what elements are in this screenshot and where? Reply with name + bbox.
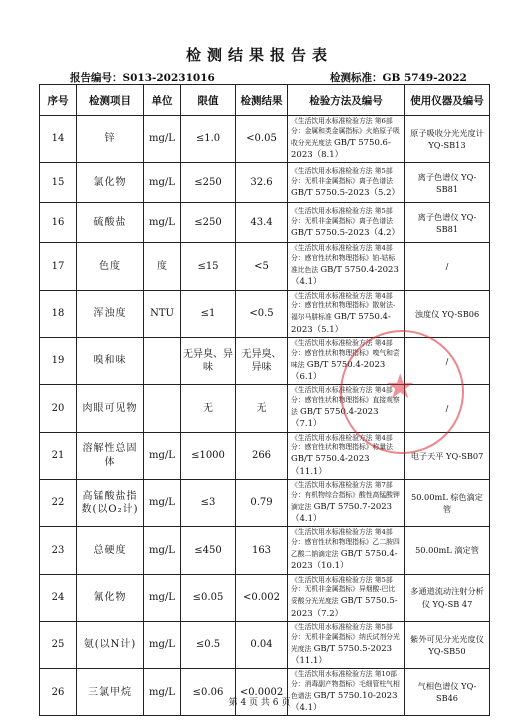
cell-instrument: 浊度仪 YQ-SB06 — [405, 290, 490, 337]
method-standard: GB/T 5750.7-2023（4.1） — [291, 501, 393, 524]
test-standard: 检测标准：GB 5749-2022 — [330, 72, 467, 84]
cell-no: 19 — [40, 337, 77, 384]
report-number: 报告编号：S013-20231016 — [70, 72, 215, 84]
cell-limit: ≤250 — [181, 163, 236, 203]
col-header-method: 检验方法及编号 — [288, 85, 405, 116]
cell-result: 0.79 — [236, 479, 288, 526]
cell-limit: ≤0.06 — [181, 669, 236, 716]
method-text: 《生活饮用水标准检验方法 第7部分：有机物综合指标》酸性高锰酸钾滴定法 — [291, 480, 400, 511]
cell-limit: ≤0.05 — [181, 574, 236, 621]
table-row — [40, 621, 490, 668]
cell-limit: 无 — [181, 385, 236, 432]
cell-instrument: 气相色谱仪 YQ-SB46 — [405, 669, 490, 716]
method-text: 《生活饮用水标准检验方法 第4部分：感官性状和物理指标》嗅气和尝味法 — [291, 338, 400, 369]
cell-instrument: 50.00mL 棕色滴定管 — [405, 479, 490, 526]
method-text: 《生活饮用水标准检验方法 第5部分：无机非金属指标》离子色谱法 — [291, 166, 393, 185]
table-row — [40, 432, 490, 479]
report-title: 检测结果报告表 — [185, 46, 333, 64]
method-standard: GB/T 5750.4-2023（6.1） — [291, 359, 386, 382]
cell-limit: 无异臭、异味 — [181, 337, 236, 384]
cell-method — [288, 479, 405, 526]
method-standard: GB/T 5750.4-2023（5.1） — [291, 312, 391, 335]
cell-instrument: 50.00mL 滴定管 — [405, 527, 490, 574]
cell-result: <0.05 — [236, 116, 288, 163]
cell-instrument: / — [405, 337, 490, 384]
cell-item: 高锰酸盐指数(以O₂计) — [77, 479, 144, 526]
method-standard: GB/T 5750.5-2023（7.2） — [291, 596, 398, 619]
cell-item: 嗅和味 — [77, 337, 144, 384]
cell-method — [288, 337, 405, 384]
cell-no: 15 — [40, 163, 77, 203]
cell-limit: ≤450 — [181, 527, 236, 574]
col-header-item: 检测项目 — [77, 85, 144, 116]
cell-limit: ≤1 — [181, 290, 236, 337]
cell-unit — [144, 385, 181, 432]
table-row — [40, 669, 490, 716]
cell-result: 无 — [236, 385, 288, 432]
cell-method — [288, 432, 405, 479]
method-standard: GB/T 5750.4-2023（10.1） — [291, 548, 398, 572]
page-number: 第 4 页 共 6 页 — [228, 698, 291, 708]
results-table — [39, 84, 490, 716]
cell-no: 14 — [40, 116, 77, 163]
method-text: 《生活饮用水标准检验方法 第4部分：感官性状和物理指标》称量法 — [291, 433, 393, 452]
cell-no: 26 — [40, 669, 77, 716]
cell-no: 24 — [40, 574, 77, 621]
cell-no: 25 — [40, 621, 77, 668]
method-text: 《生活饮用水标准检验方法 第4部分：感官性状和物理指标》直接观察法 — [291, 386, 400, 416]
cell-limit: ≤0.5 — [181, 621, 236, 668]
cell-item: 硫酸盐 — [77, 203, 144, 243]
method-standard: GB/T 5750.4-2023（11.1） — [291, 454, 370, 477]
cell-instrument: / — [405, 385, 490, 432]
cell-item: 浑浊度 — [77, 290, 144, 337]
cell-method — [288, 621, 405, 668]
col-header-no: 序号 — [40, 85, 77, 116]
cell-unit: mg/L — [144, 163, 181, 203]
method-text: 《生活饮用水标准检验方法 第4部分：感官性状和物理指标》散射法-福尔马肼标准 — [291, 291, 396, 322]
cell-item: 氰化物 — [77, 574, 144, 621]
cell-limit: ≤15 — [181, 243, 236, 290]
cell-method — [288, 574, 405, 621]
table-row — [40, 527, 490, 574]
cell-method — [288, 243, 405, 290]
cell-unit: mg/L — [144, 479, 181, 526]
cell-method — [288, 527, 405, 574]
cell-unit: mg/L — [144, 116, 181, 163]
table-row — [40, 290, 490, 337]
cell-instrument: 原子吸收分光光度计 YQ-SB13 — [405, 116, 490, 163]
method-text: 《生活饮用水标准检验方法 第4部分：感官性状和物理指标》铂-钴标准比色法 — [291, 244, 396, 274]
cell-method — [288, 116, 405, 163]
method-text: 《生活饮用水标准检验方法 第10部分：消毒副产物指标》毛细管柱气相色谱法 — [291, 670, 400, 700]
method-text: 《生活饮用水标准检验方法 第5部分：无机非金属指标》异烟酸-巴比妥酸分光光度法 — [291, 575, 396, 606]
cell-no: 18 — [40, 290, 77, 337]
cell-item: 三氯甲烷 — [77, 669, 144, 716]
table-row — [40, 479, 490, 526]
cell-unit — [144, 337, 181, 384]
method-standard: GB/T 5750.4-2023（4.1） — [291, 265, 399, 288]
cell-item: 溶解性总固体 — [77, 432, 144, 479]
cell-method — [288, 385, 405, 432]
cell-item: 总硬度 — [77, 527, 144, 574]
method-text: 《生活饮用水标准检验方法 第6部分：金属和类金属指标》火焰原子吸收分光光度法 — [291, 117, 400, 147]
cell-no: 21 — [40, 432, 77, 479]
cell-limit: ≤250 — [181, 203, 236, 243]
cell-unit: mg/L — [144, 432, 181, 479]
method-standard: GB/T 5750.5-2023（4.2） — [291, 227, 401, 238]
cell-unit: mg/L — [144, 527, 181, 574]
col-header-result: 检测结果 — [236, 85, 288, 116]
method-standard: GB/T 5750.5-2023（11.1） — [291, 643, 393, 666]
cell-method — [288, 290, 405, 337]
cell-result: <0.5 — [236, 290, 288, 337]
table-row — [40, 574, 490, 621]
table-row — [40, 385, 490, 432]
cell-no: 23 — [40, 527, 77, 574]
cell-result: 0.04 — [236, 621, 288, 668]
cell-unit: mg/L — [144, 574, 181, 621]
cell-result: 43.4 — [236, 203, 288, 243]
cell-item: 色度 — [77, 243, 144, 290]
method-standard: GB/T 5750.4-2023（7.1） — [291, 406, 379, 430]
cell-unit: NTU — [144, 290, 181, 337]
cell-item: 氨(以N计) — [77, 621, 144, 668]
cell-instrument: 多通道流动注射分析仪 YQ-SB 47 — [405, 574, 490, 621]
table-row — [40, 337, 490, 384]
col-header-unit: 单位 — [144, 85, 181, 116]
cell-result: 32.6 — [236, 163, 288, 203]
table-row — [40, 116, 490, 163]
cell-method — [288, 669, 405, 716]
cell-result: 无异臭、异味 — [236, 337, 288, 384]
cell-no: 16 — [40, 203, 77, 243]
cell-unit: mg/L — [144, 669, 181, 716]
method-text: 《生活饮用水标准检验方法 第5部分：无机非金属指标》离子色谱法 — [291, 206, 393, 225]
cell-unit: 度 — [144, 243, 181, 290]
cell-method — [288, 203, 405, 243]
method-text: 《生活饮用水标准检验方法 第4部分：感官性状和物理指标》乙二胺四乙酸二钠滴定法 — [291, 528, 400, 558]
cell-result: 266 — [236, 432, 288, 479]
cell-no: 20 — [40, 385, 77, 432]
table-row — [40, 203, 490, 243]
cell-limit: ≤3 — [181, 479, 236, 526]
cell-no: 22 — [40, 479, 77, 526]
col-header-instrument: 使用仪器及编号 — [405, 85, 490, 116]
col-header-limit: 限值 — [181, 85, 236, 116]
cell-instrument: 紫外可见分光光度仪 YQ-SB50 — [405, 621, 490, 668]
method-text: 《生活饮用水标准检验方法 第5部分：无机非金属指标》纳氏试剂分光光度法 — [291, 622, 400, 653]
table-row — [40, 243, 490, 290]
cell-instrument: 离子色谱仪 YQ-SB81 — [405, 163, 490, 203]
cell-instrument: 离子色谱仪 YQ-SB81 — [405, 203, 490, 243]
cell-limit: ≤1000 — [181, 432, 236, 479]
seal-star-icon: ★ — [385, 367, 416, 407]
cell-item: 锌 — [77, 116, 144, 163]
cell-result: 163 — [236, 527, 288, 574]
cell-method — [288, 163, 405, 203]
cell-unit: mg/L — [144, 621, 181, 668]
cell-result: <0.0002 — [236, 669, 288, 716]
method-standard: GB/T 5750.10-2023（4.1） — [291, 690, 398, 714]
cell-item: 氯化物 — [77, 163, 144, 203]
cell-result: <5 — [236, 243, 288, 290]
cell-no: 17 — [40, 243, 77, 290]
cell-unit: mg/L — [144, 203, 181, 243]
cell-instrument: 电子天平 YQ-SB07 — [405, 432, 490, 479]
method-standard: GB/T 5750.5-2023（5.2） — [291, 187, 401, 198]
cell-item: 肉眼可见物 — [77, 385, 144, 432]
cell-result: <0.002 — [236, 574, 288, 621]
cell-instrument: / — [405, 243, 490, 290]
cell-limit: ≤1.0 — [181, 116, 236, 163]
method-standard: GB/T 5750.6-2023（8.1） — [291, 137, 391, 160]
table-row — [40, 163, 490, 203]
table-header-row — [40, 85, 490, 116]
